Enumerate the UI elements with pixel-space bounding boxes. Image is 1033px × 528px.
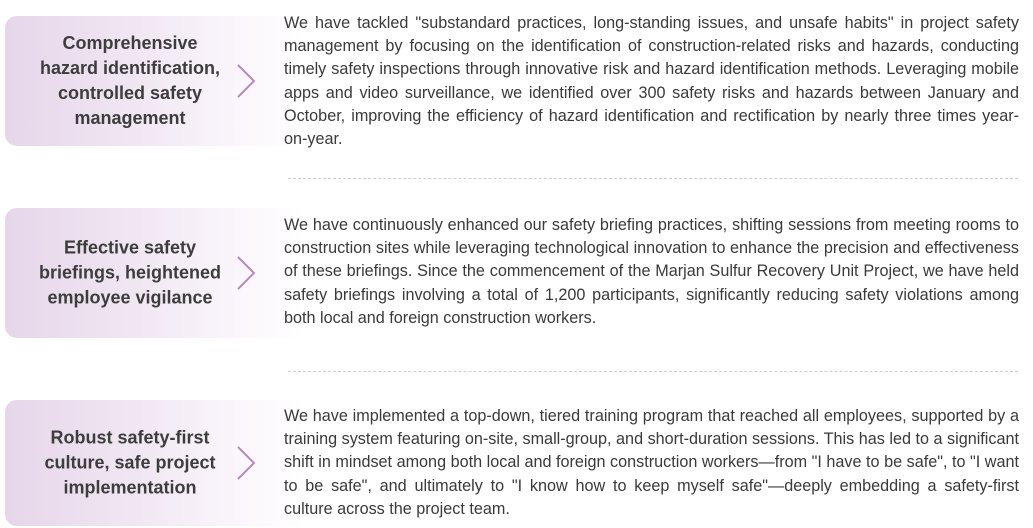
section-divider bbox=[288, 371, 1018, 372]
section-2-title bbox=[5, 236, 255, 311]
section-1-title-line: Comprehensive bbox=[62, 33, 198, 53]
chevron-right-icon bbox=[235, 255, 257, 291]
section-3-title-line: implementation bbox=[63, 477, 197, 498]
section-2-description: We have continuously enhanced our safety briefing practices, shifting sessions from meeting rooms to construction sites while leveraging technological innovation to enhance the precision and effectiveness of these briefings. Since the commencement of the Marjan Sulfur Recovery Unit Project, we have held safety briefings involving a total of 1,200 participants, significantly reducing safety violations among both local and foreign construction workers. bbox=[284, 216, 1019, 327]
section-3-title-line: culture, safe project bbox=[44, 452, 216, 473]
section-2-label-box bbox=[5, 208, 305, 338]
section-1-description: We have tackled "substandard practices, long-standing issues, and unsafe habits" in project safety management by focusing on the identification of construction-related risks and hazards, conducting timely safety inspections through innovative risk and hazard identification methods. Leveraging mobile apps and video surveillance, we identified over 300 safety risks and hazards between January and October, improving the efficiency of hazard identification and rectification by nearly three times year-on-year. bbox=[284, 14, 1019, 149]
section-1-title bbox=[5, 31, 255, 131]
section-2-title-line: employee vigilance bbox=[47, 287, 213, 308]
section-3-title bbox=[5, 426, 255, 501]
chevron-right-icon bbox=[235, 63, 257, 99]
section-1-title-line: hazard identification, bbox=[39, 58, 221, 78]
section-3-title-line: Robust safety-first bbox=[50, 427, 210, 448]
chevron-right-icon bbox=[235, 445, 257, 481]
section-2-title-line: Effective safety bbox=[63, 237, 197, 258]
section-1-title-line: controlled safety bbox=[57, 83, 203, 103]
section-3-description: We have implemented a top-down, tiered training program that reached all employees, supported by a training system featuring on-site, small-group, and short-duration sessions. This has led to a significant shift in mindset among both local and foreign construction workers—from "I have to be safe", to "I want to be safe", and ultimately to "I know how to keep myself safe"—deeply embedding a safety-first culture across the project team. bbox=[284, 407, 1019, 518]
section-1-label-box bbox=[5, 16, 305, 146]
section-2-title-line: briefings, heightened bbox=[38, 262, 221, 283]
section-1-title-line: management bbox=[74, 108, 186, 128]
section-3-label-box bbox=[5, 400, 305, 526]
section-divider bbox=[288, 178, 1018, 179]
